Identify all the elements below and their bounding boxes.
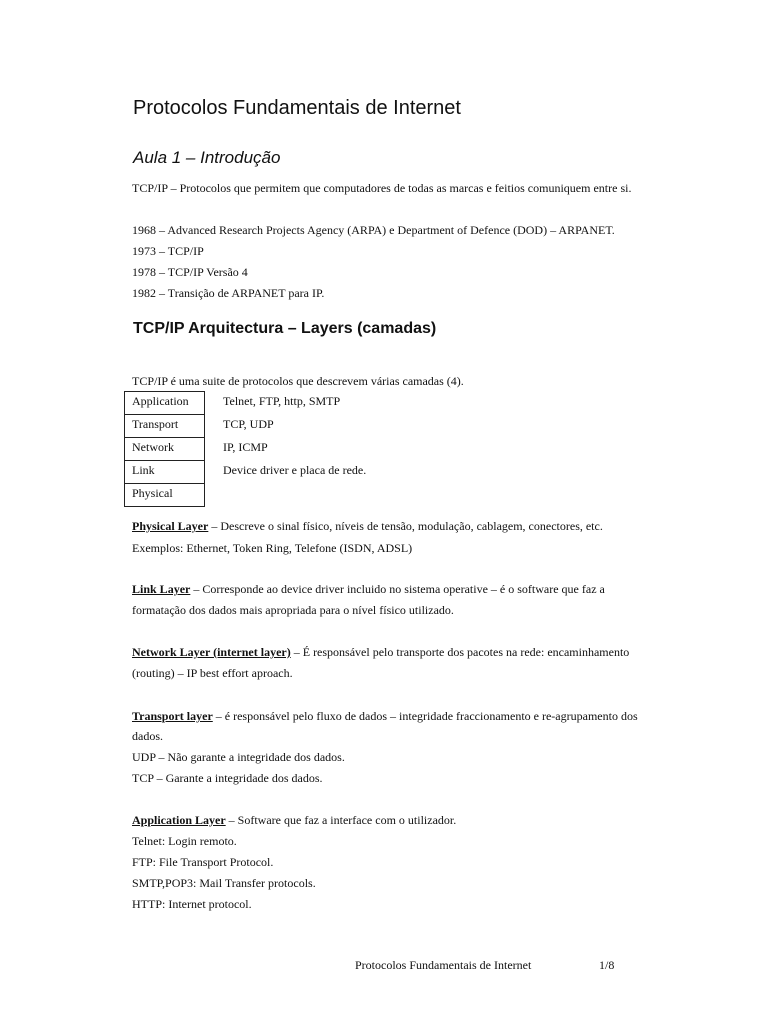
layer-name: Link <box>125 461 205 484</box>
transport-layer-line-2: dados. <box>132 729 163 743</box>
application-layer-paragraph <box>132 813 456 827</box>
link-layer-line-2: formatação dos dados mais apropriada para o nível físico utilizado. <box>132 603 454 617</box>
application-layer-label: Application Layer <box>132 813 226 827</box>
document-title: Protocolos Fundamentais de Internet <box>133 97 461 119</box>
table-row <box>125 484 524 507</box>
physical-layer-paragraph <box>132 519 603 533</box>
transport-layer-text: – é responsável pelo fluxo de dados – integridade fraccionamento e re-agrupamento dos <box>212 709 638 723</box>
network-layer-paragraph <box>132 645 629 659</box>
layer-protocols: Device driver e placa de rede. <box>223 462 367 477</box>
section-heading: TCP/IP Arquitectura – Layers (camadas) <box>133 320 437 337</box>
suite-paragraph: TCP/IP é uma suite de protocolos que descrevem várias camadas (4). <box>132 374 464 388</box>
application-telnet: Telnet: Login remoto. <box>132 834 237 848</box>
table-row <box>125 392 524 415</box>
layer-name: Transport <box>125 415 205 438</box>
layers-table <box>124 391 524 507</box>
history-line-3: 1978 – TCP/IP Versão 4 <box>132 265 248 279</box>
layer-protocols: IP, ICMP <box>223 439 268 454</box>
network-layer-label: Network Layer (internet layer) <box>132 645 291 659</box>
application-ftp: FTP: File Transport Protocol. <box>132 855 274 869</box>
transport-layer-paragraph <box>132 709 638 723</box>
link-layer-paragraph <box>132 582 605 596</box>
table-row <box>125 438 524 461</box>
link-layer-text: – Corresponde ao device driver incluido no sistema operative – é o software que faz a <box>190 582 605 596</box>
history-line-4: 1982 – Transição de ARPANET para IP. <box>132 286 325 300</box>
application-layer-text: – Software que faz a interface com o utilizador. <box>225 813 457 827</box>
layer-name: Application <box>125 392 205 415</box>
history-line-2: 1973 – TCP/IP <box>132 244 204 258</box>
transport-layer-label: Transport layer <box>132 709 213 723</box>
layer-name: Network <box>125 438 205 461</box>
lesson-subtitle: Aula 1 – Introdução <box>133 148 281 167</box>
layer-protocols <box>205 484 524 507</box>
application-smtp: SMTP,POP3: Mail Transfer protocols. <box>132 876 316 890</box>
physical-layer-label: Physical Layer <box>132 519 209 533</box>
page-number: 1/8 <box>599 958 615 972</box>
transport-layer-tcp: TCP – Garante a integridade dos dados. <box>132 771 323 785</box>
intro-paragraph: TCP/IP – Protocolos que permitem que computadores de todas as marcas e feitios comuniquem entre si. <box>132 181 632 195</box>
physical-layer-examples: Exemplos: Ethernet, Token Ring, Telefone (ISDN, ADSL) <box>132 541 413 555</box>
layer-protocols: TCP, UDP <box>223 416 274 431</box>
network-layer-text: – É responsável pelo transporte dos pacotes na rede: encaminhamento <box>290 645 630 659</box>
table-row <box>125 461 524 484</box>
transport-layer-udp: UDP – Não garante a integridade dos dados. <box>132 750 345 764</box>
network-layer-line-2: (routing) – IP best effort aproach. <box>132 666 293 680</box>
footer-title: Protocolos Fundamentais de Internet <box>355 958 532 972</box>
history-line-1: 1968 – Advanced Research Projects Agency (ARPA) e Department of Defence (DOD) – ARPANET. <box>132 223 615 237</box>
layer-protocols: Telnet, FTP, http, SMTP <box>223 393 341 408</box>
table-row <box>125 415 524 438</box>
link-layer-label: Link Layer <box>132 582 191 596</box>
physical-layer-text: – Descreve o sinal físico, níveis de tensão, modulação, cablagem, conectores, etc. <box>208 519 603 533</box>
layer-name: Physical <box>125 484 205 507</box>
application-http: HTTP: Internet protocol. <box>132 897 252 911</box>
